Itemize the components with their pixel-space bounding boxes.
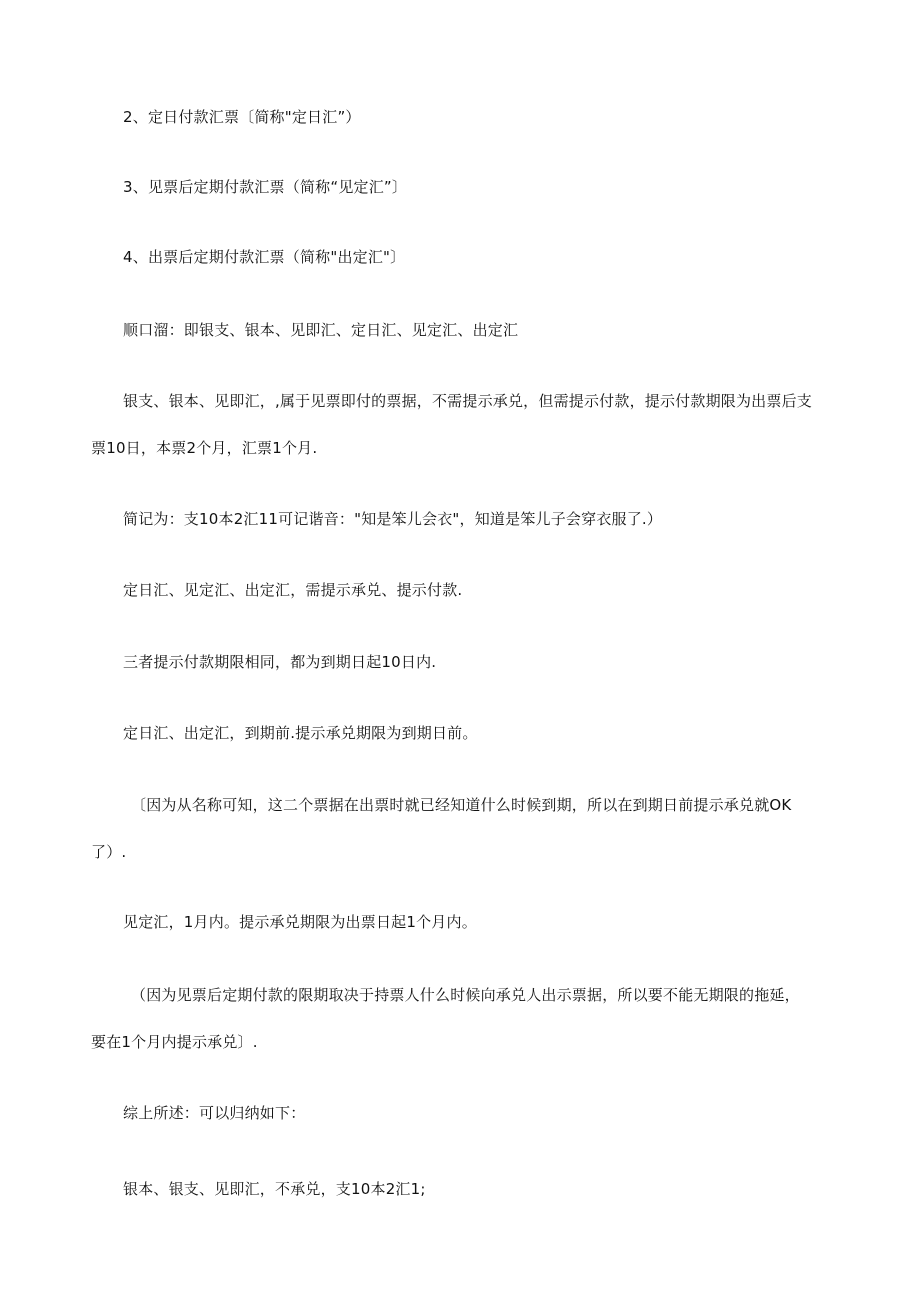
paragraph-item-2: 2、定日付款汇票〔简称"定日汇”） — [123, 108, 361, 126]
paragraph-sight-line-2: 票10日，本票2个月，汇票1个月. — [91, 439, 318, 457]
paragraph-reason-1-line-2: 了）. — [91, 843, 127, 861]
paragraph-reason-2-line-1: （因为见票后定期付款的限期取决于持票人什么时候向承兑人出示票据，所以要不能无期限的拖延， — [131, 986, 800, 1004]
paragraph-reason-1-line-1: 〔因为从名称可知，这二个票据在出票时就已经知道什么时候到期，所以在到期日前提示承兑就OK — [131, 796, 792, 814]
paragraph-item-3: 3、见票后定期付款汇票（简称“见定汇”〕 — [123, 178, 408, 196]
paragraph-mnemonic: 顺口溜：即银支、银本、见即汇、定日汇、见定汇、出定汇 — [123, 321, 519, 339]
paragraph-one-month: 见定汇，1月内。提示承兑期限为出票日起1个月内。 — [123, 913, 477, 931]
paragraph-summary-heading: 综上所述：可以归纳如下： — [123, 1104, 306, 1122]
paragraph-acceptance-required: 定日汇、见定汇、出定汇，需提示承兑、提示付款. — [123, 581, 463, 599]
paragraph-summary-item: 银本、银支、见即汇，不承兑，支10本2汇1; — [123, 1180, 426, 1198]
paragraph-payment-period: 三者提示付款期限相同，都为到期日起10日内. — [123, 653, 437, 671]
paragraph-memory-tip: 简记为：支10本2汇11可记谐音："知是笨儿会衣"，知道是笨儿子会穿衣服了.） — [123, 510, 663, 528]
paragraph-sight-line-1: 银支、银本、见即汇，,属于见票即付的票据，不需提示承兑，但需提示付款，提示付款期限为出票后支 — [123, 392, 812, 410]
paragraph-item-4: 4、出票后定期付款汇票（简称"出定汇"〕 — [123, 248, 406, 266]
paragraph-reason-2-line-2: 要在1个月内提示承兑〕. — [91, 1033, 258, 1051]
paragraph-before-maturity: 定日汇、出定汇，到期前.提示承兑期限为到期日前。 — [123, 724, 478, 742]
